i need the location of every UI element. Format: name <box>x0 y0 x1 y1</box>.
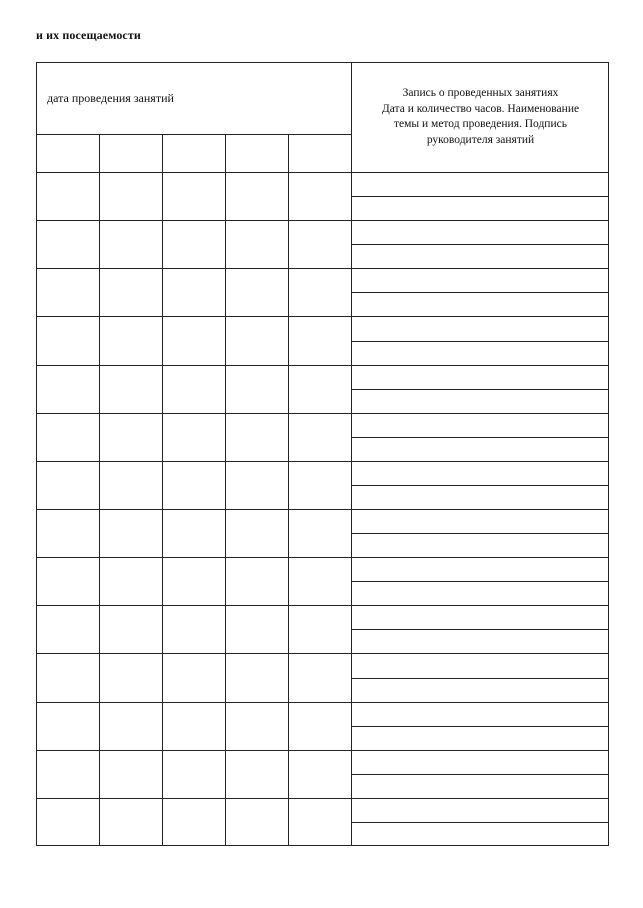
record-subline <box>351 678 609 679</box>
record-header-line: темы и метод проведения. Подпись <box>394 118 567 130</box>
row-line <box>36 220 609 221</box>
date-column-line <box>288 134 289 846</box>
record-subline <box>351 485 609 486</box>
page-heading: и их посещаемости <box>36 28 141 42</box>
column-divider <box>351 62 352 846</box>
record-header-line: руководителя занятий <box>426 133 535 146</box>
row-line <box>36 798 609 799</box>
row-line <box>36 605 609 606</box>
row-line <box>36 316 609 317</box>
row-line <box>36 557 609 558</box>
record-subline <box>351 341 609 342</box>
header-bottom-line <box>36 172 609 173</box>
date-column-line <box>99 134 100 846</box>
record-subline <box>351 292 609 293</box>
date-column-line <box>225 134 226 846</box>
record-subline <box>351 774 609 775</box>
row-line <box>36 653 609 654</box>
record-subline <box>351 196 609 197</box>
record-subline <box>351 244 609 245</box>
record-header-line: Дата и количество часов. Наименование <box>381 102 580 115</box>
record-subline <box>351 533 609 534</box>
record-subline <box>351 389 609 390</box>
record-subline <box>351 629 609 630</box>
date-column-line <box>162 134 163 846</box>
record-subline <box>351 437 609 438</box>
row-line <box>36 365 609 366</box>
row-line <box>36 268 609 269</box>
row-line <box>36 413 609 414</box>
record-subline <box>351 726 609 727</box>
record-header-line: Запись о проведенных занятиях <box>402 87 559 99</box>
record-header-text <box>352 86 609 148</box>
date-header-label: дата проведения занятий <box>47 91 174 105</box>
row-line <box>36 461 609 462</box>
row-line <box>36 750 609 751</box>
row-line <box>36 509 609 510</box>
record-subline <box>351 822 609 823</box>
date-header-divider <box>36 134 351 135</box>
row-line <box>36 702 609 703</box>
attendance-form-table <box>36 62 609 846</box>
record-subline <box>351 581 609 582</box>
